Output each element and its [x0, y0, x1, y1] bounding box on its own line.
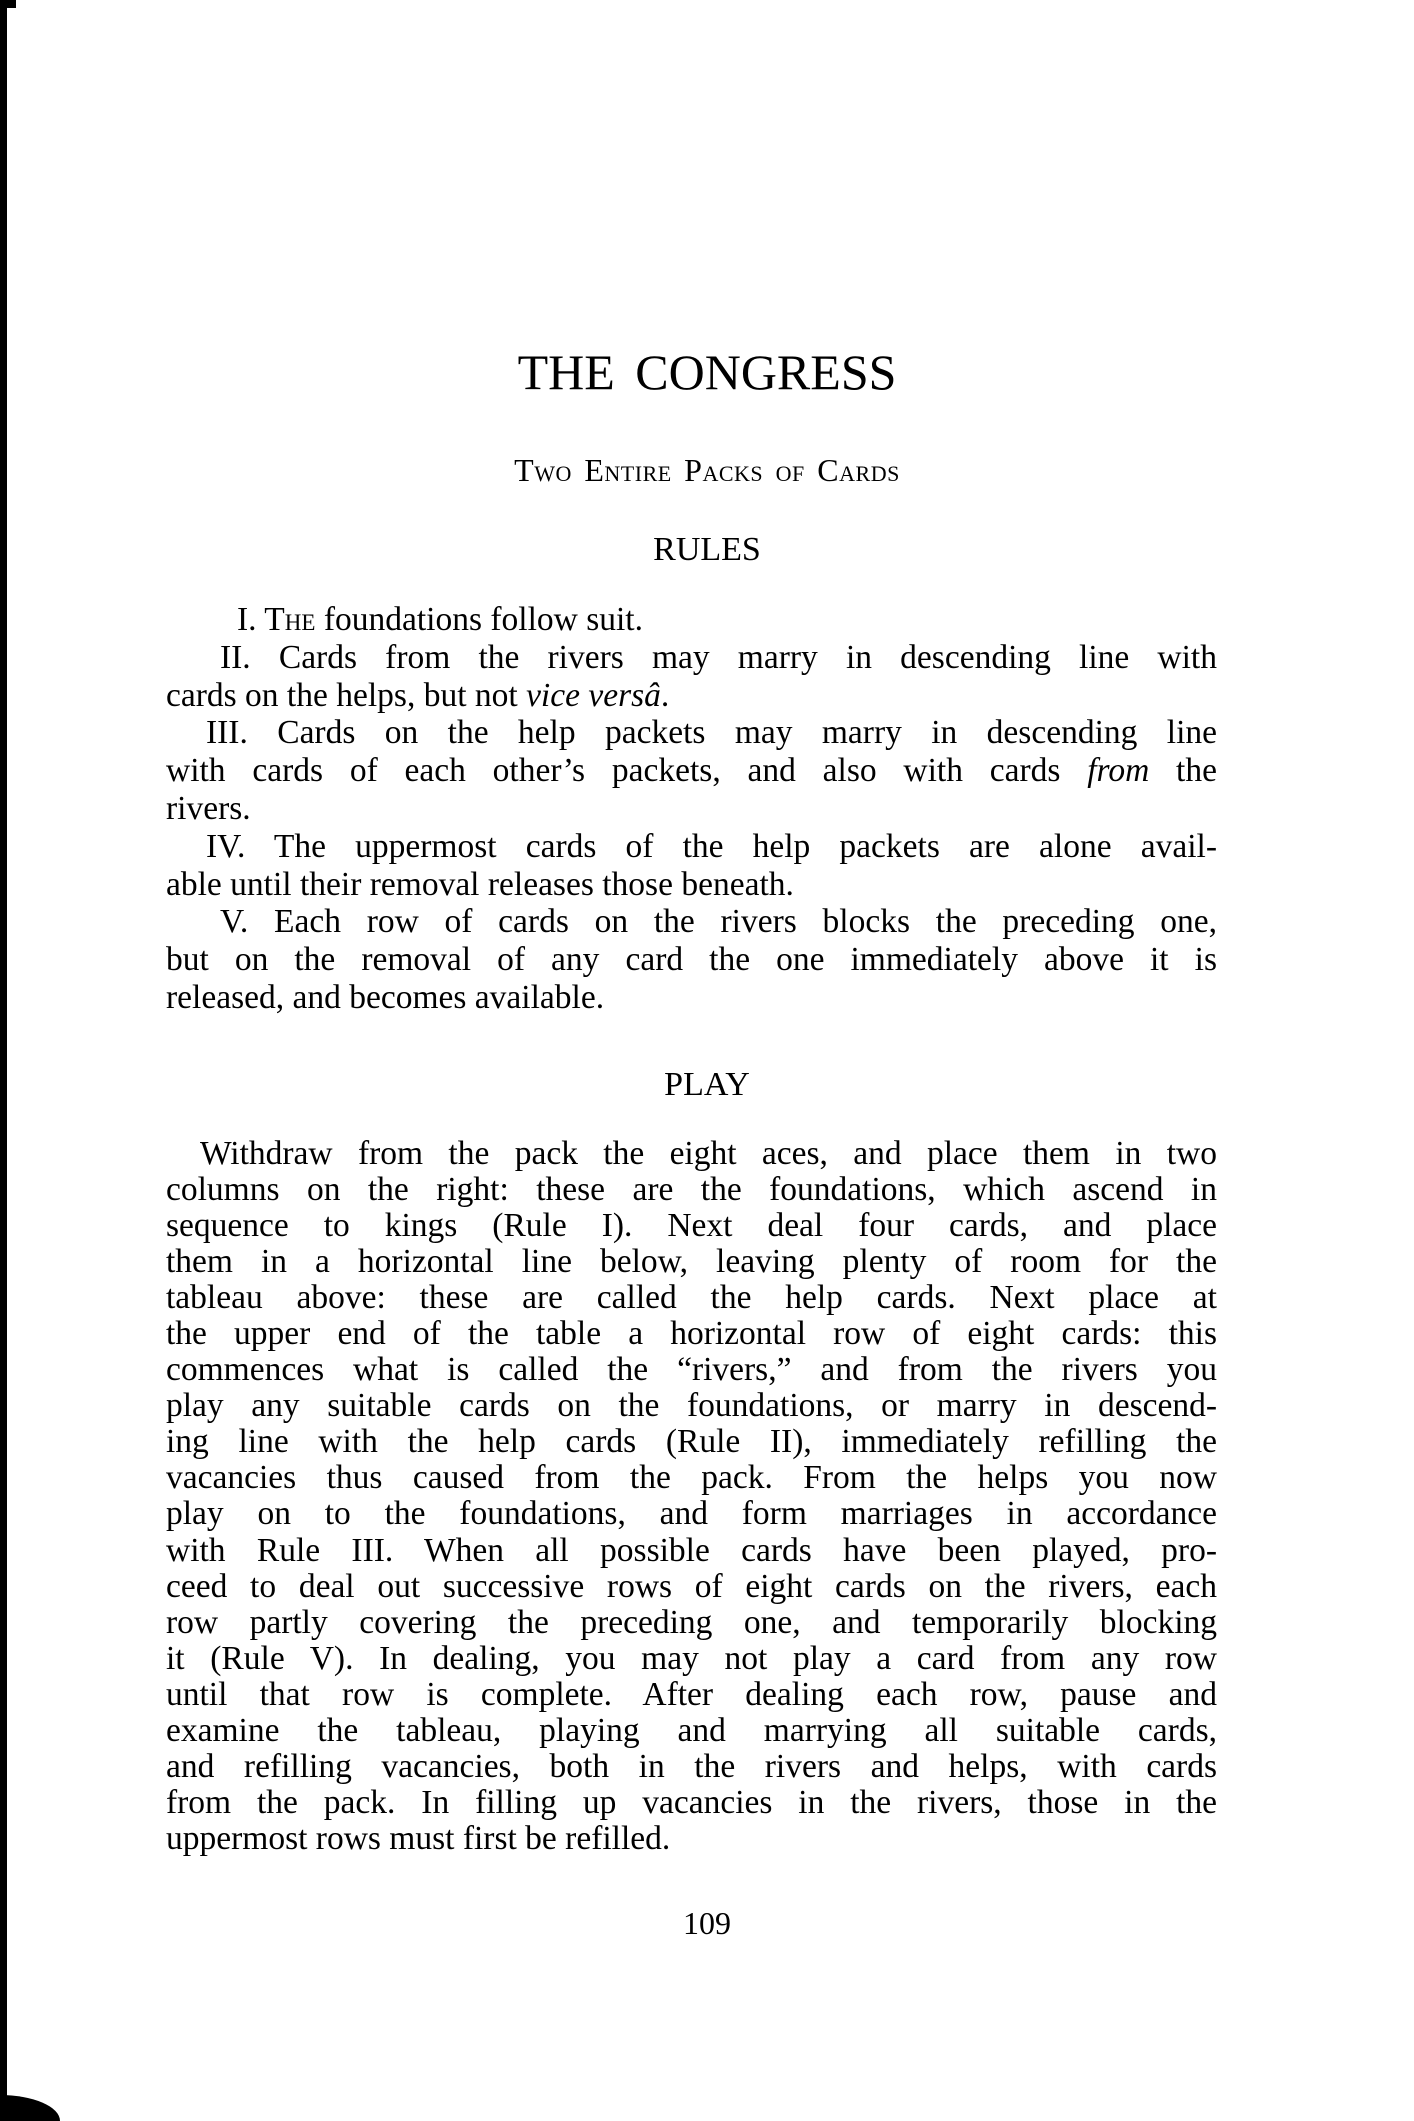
- text-line: IV. The uppermost cards of the help packets are alone avail-: [206, 827, 1217, 865]
- page-number: 109: [683, 1905, 731, 1941]
- text-line: commences what is called the “rivers,” and from the rivers you: [166, 1351, 1217, 1389]
- text-line: III. Cards on the help packets may marry in descending line: [206, 714, 1217, 752]
- text-line: with Rule III. When all possible cards have been played, pro-: [166, 1531, 1217, 1569]
- text-line: sequence to kings (Rule I). Next deal four cards, and place: [166, 1207, 1217, 1245]
- text-line: play any suitable cards on the foundations, or marry in descend-: [166, 1387, 1217, 1425]
- small-caps-text: I. The: [237, 601, 316, 638]
- page-binding-edge: [0, 0, 7, 2121]
- italic-text: from: [1087, 752, 1150, 790]
- text-line: play on to the foundations, and form marriages in accordance: [166, 1495, 1217, 1533]
- text-line: and refilling vacancies, both in the rivers and helps, with cards: [166, 1747, 1217, 1785]
- text-line: with cards of each other’s packets, and also with cards from the: [166, 752, 1217, 790]
- text-line: vacancies thus caused from the pack. From the helps you now: [166, 1459, 1217, 1497]
- rules-list: [166, 601, 1217, 1017]
- text-line: I. The foundations follow suit.: [237, 601, 643, 638]
- text-line: it (Rule V). In dealing, you may not play a card from any row: [166, 1639, 1217, 1677]
- text-line: II. Cards from the rivers may marry in descending line with: [220, 638, 1217, 676]
- italic-text: vice versâ: [526, 676, 661, 714]
- text-line: from the pack. In filling up vacancies in the rivers, those in the: [166, 1783, 1217, 1821]
- play-paragraph: [166, 1136, 1217, 1857]
- text-line: row partly covering the preceding one, and temporarily blocking: [166, 1603, 1217, 1641]
- text-line: tableau above: these are called the help cards. Next place at: [166, 1279, 1217, 1317]
- page-binding-edge-top: [0, 0, 16, 8]
- text-line: V. Each row of cards on the rivers blocks the preceding one,: [220, 903, 1217, 941]
- rules-heading: RULES: [653, 531, 761, 568]
- text-line: them in a horizontal line below, leaving plenty of room for the: [166, 1243, 1217, 1281]
- text-line: but on the removal of any card the one immediately above it is: [166, 941, 1217, 979]
- text-line: until that row is complete. After dealing each row, pause and: [166, 1675, 1217, 1713]
- subtitle: Two Entire Packs of Cards: [514, 452, 900, 488]
- text-line: ing line with the help cards (Rule II), immediately refilling the: [166, 1423, 1217, 1461]
- text-line: ceed to deal out successive rows of eight cards on the rivers, each: [166, 1567, 1217, 1605]
- text-line: Withdraw from the pack the eight aces, and place them in two: [200, 1135, 1217, 1172]
- text-line: able until their removal releases those beneath.: [166, 865, 794, 903]
- page-title: THE CONGRESS: [517, 344, 897, 400]
- text-line: released, and becomes available.: [166, 978, 605, 1016]
- play-heading: PLAY: [664, 1066, 750, 1103]
- text-line: cards on the helps, but not vice versâ.: [166, 676, 670, 714]
- page-binding-edge-foot: [0, 2095, 60, 2121]
- text-line: examine the tableau, playing and marrying all suitable cards,: [166, 1711, 1217, 1749]
- text-line: columns on the right: these are the foundations, which ascend in: [166, 1171, 1217, 1209]
- text-line: the upper end of the table a horizontal row of eight cards: this: [166, 1315, 1217, 1353]
- text-line: uppermost rows must first be refilled.: [166, 1819, 671, 1857]
- text-line: rivers.: [166, 789, 251, 827]
